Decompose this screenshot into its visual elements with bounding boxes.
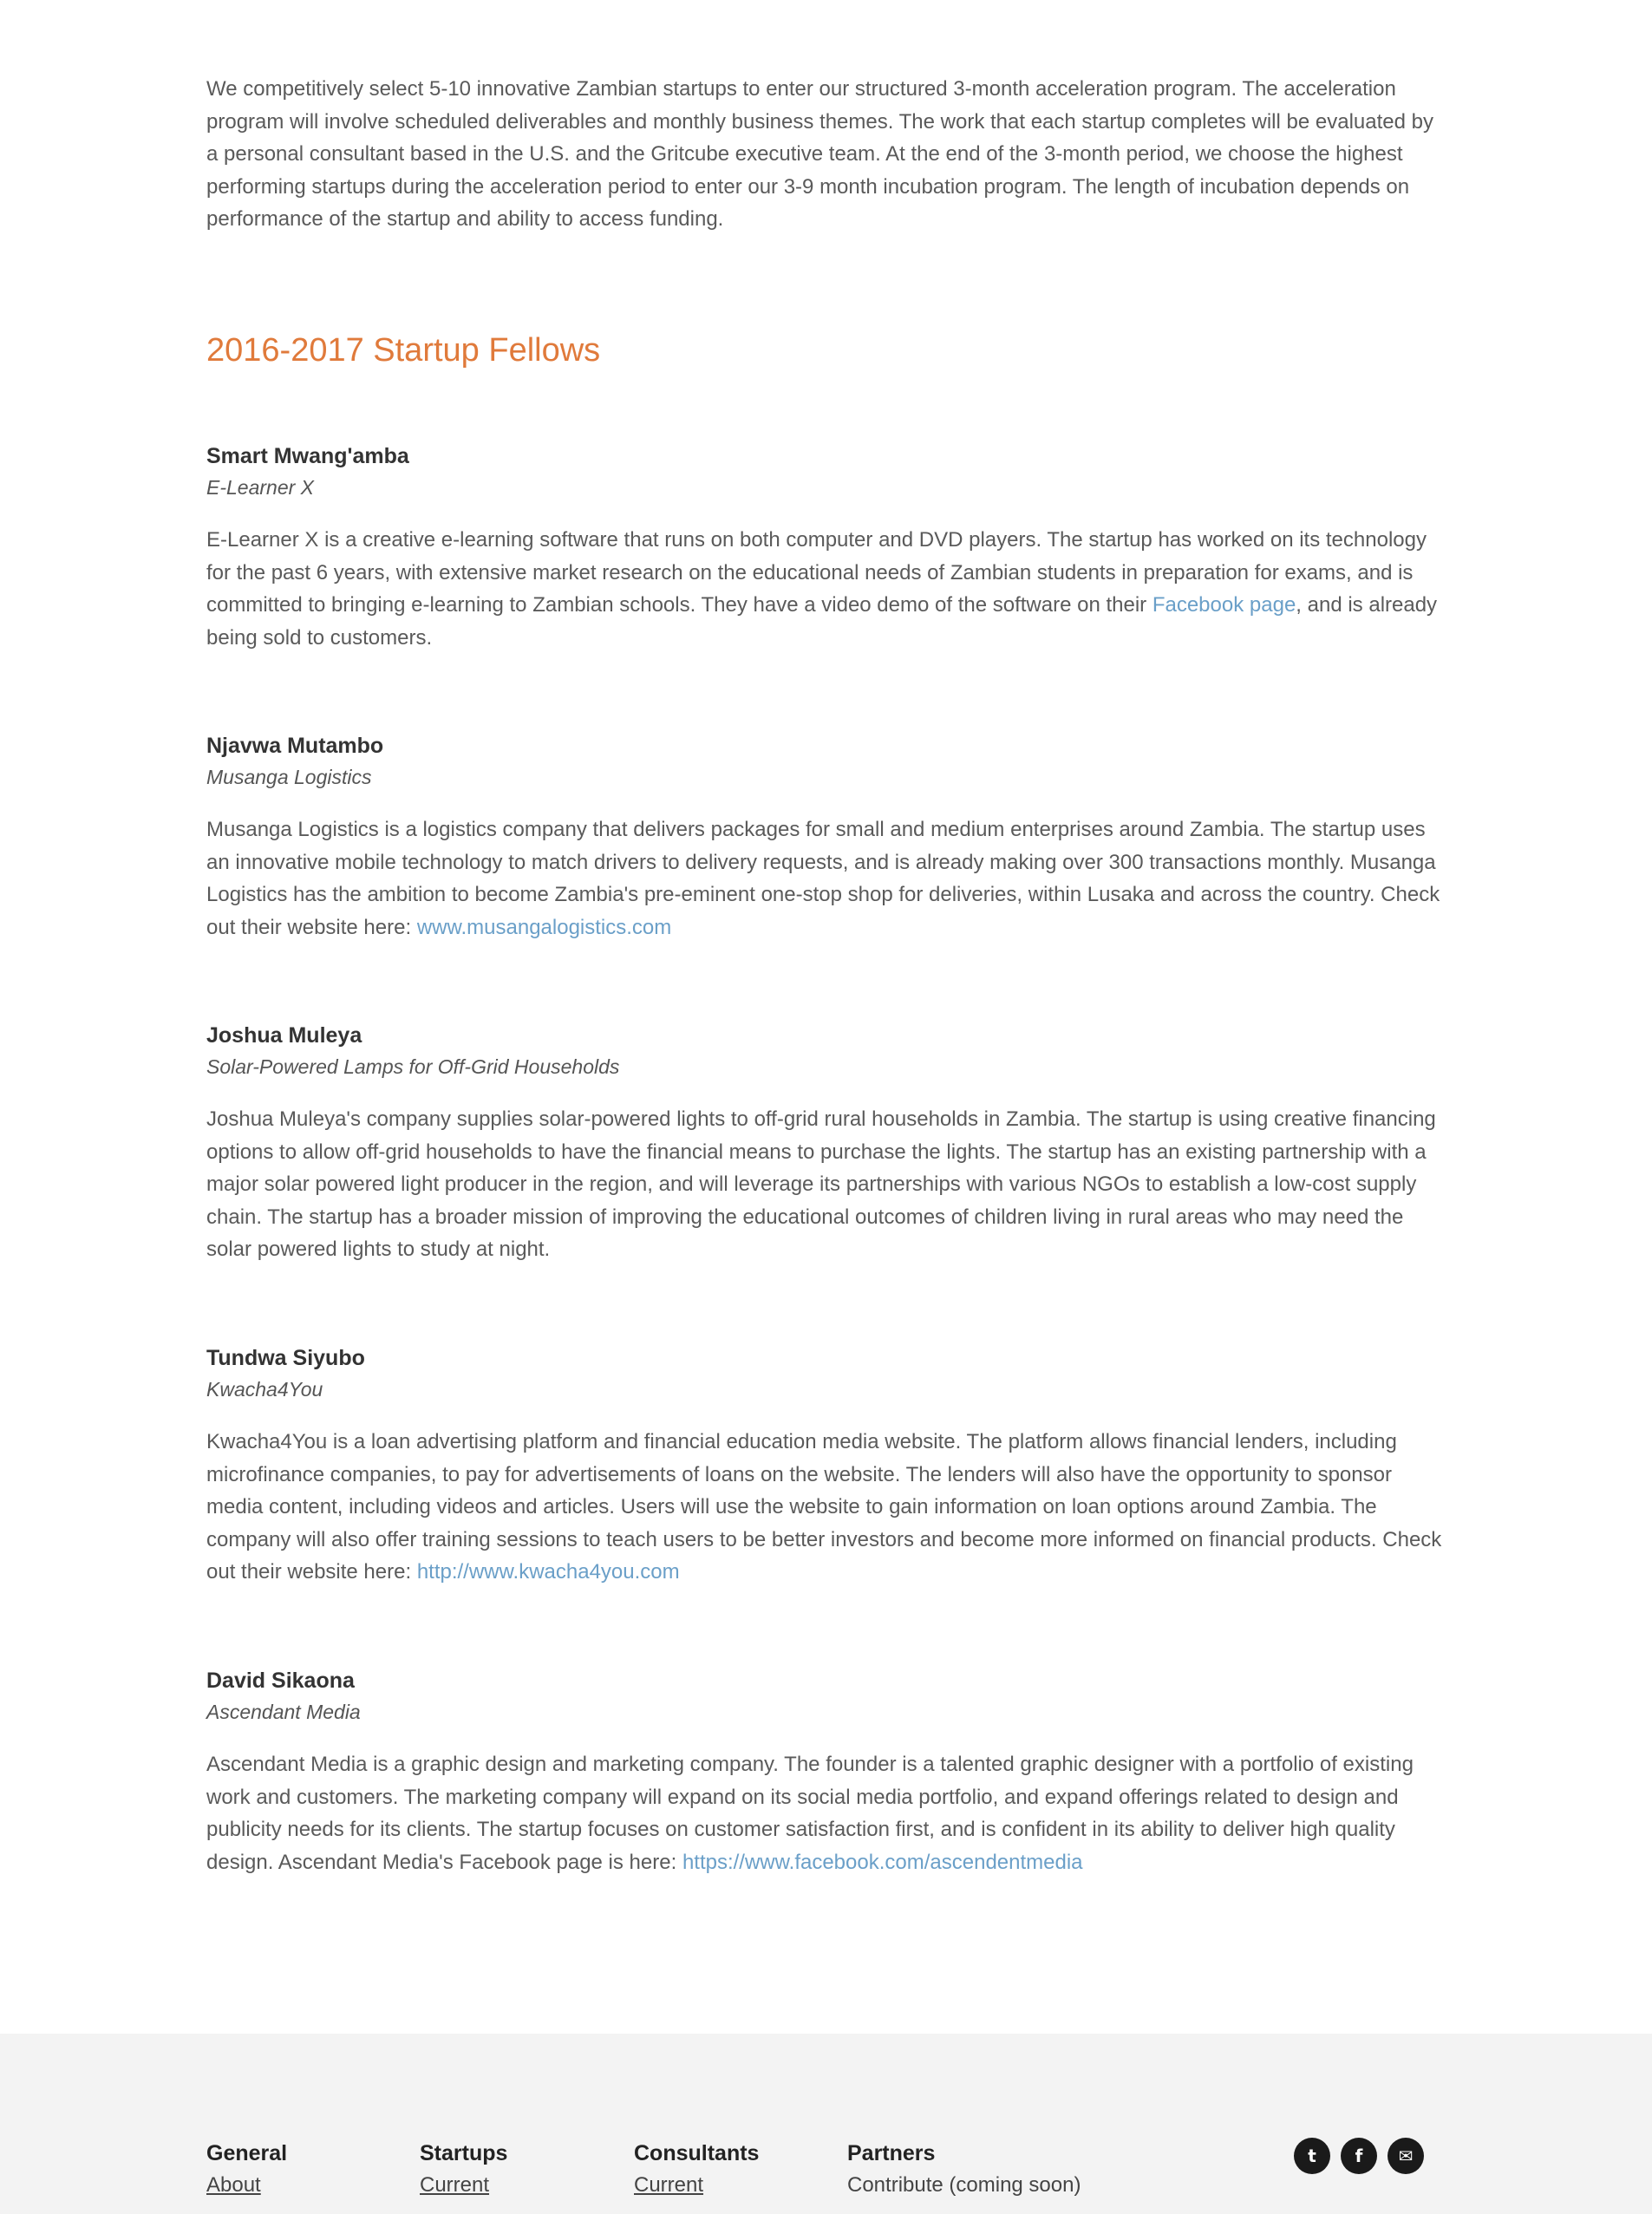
description-text: E-Learner X is a creative e-learning software that runs on both computer and DVD players. The startup has worked on its technology for the past 6 years, with extensive market research on the educational needs of Zambian students in preparation for exams, and is committed to bringing e-learning to Zambian schools. They have a video demo of the software on their — [206, 528, 1427, 617]
fellow-description — [206, 524, 1446, 654]
facebook-page-link[interactable]: Facebook page — [1152, 593, 1296, 617]
twitter-icon[interactable]: t — [1294, 2138, 1330, 2174]
description-text: Musanga Logistics is a logistics company that delivers packages for small and medium enterprises around Zambia. The startup uses an innovative mobile technology to match drivers to delivery requests, and is already making over 300 transactions monthly. Musanga Logistics has the ambition to become Zambia's pre-eminent one-stop shop for deliveries, within Lusaka and across the country. Check out their website here: — [206, 818, 1440, 939]
footer-heading-partners: Partners — [847, 2141, 936, 2165]
fellow-company: Kwacha4You — [206, 1378, 323, 1401]
fellow-card — [206, 1020, 1446, 1266]
fellow-name: David Sikaona — [206, 1669, 355, 1693]
fellow-card — [206, 1342, 1446, 1589]
fellow-company: Musanga Logistics — [206, 766, 372, 788]
kwacha4you-website-link[interactable]: http://www.kwacha4you.com — [416, 1560, 680, 1584]
fellow-card — [206, 1665, 1446, 1878]
email-icon[interactable]: ✉ — [1388, 2138, 1424, 2174]
fellow-name: Smart Mwang'amba — [206, 444, 409, 468]
description-text: Kwacha4You is a loan advertising platform and financial education media website. The platform allows financial lenders, including microfinance companies, to pay for advertisements of loans on the website. The lenders will also have the opportunity to sponsor media content, including videos and articles. Users will use the website to gain information on loan options around Zambia. The company will also offer training sessions to teach users to be better investors and become more informed on financial products. Check out their website here: — [206, 1430, 1442, 1584]
fellow-card — [206, 730, 1446, 944]
ascendant-facebook-link[interactable]: https://www.facebook.com/ascendentmedia — [682, 1850, 1083, 1874]
fellow-card — [206, 441, 1446, 654]
fellow-description — [206, 1748, 1446, 1878]
fellow-name: Joshua Muleya — [206, 1023, 362, 1048]
site-footer — [0, 2034, 1652, 2214]
footer-col-partners — [847, 2138, 1081, 2202]
section-title: 2016-2017 Startup Fellows — [206, 332, 601, 369]
description-text-after: , and is already being sold to customers. — [206, 593, 1438, 650]
footer-heading-general: General — [206, 2141, 288, 2165]
footer-link-startups-current[interactable]: Current — [420, 2173, 490, 2197]
intro-paragraph: We competitively select 5-10 innovative Zambian startups to enter our structured 3-month acceleration program. The acceleration program will involve scheduled deliverables and monthly business themes. The work that each startup completes will be evaluated by a personal consultant based in the U.S. and the Gritcube executive team. At the end of the 3-month period, we choose the highest performing startups during the acceleration period to enter our 3-9 month incubation program. The length of incubation depends on performance of the startup and ability to access funding. — [206, 77, 1433, 231]
social-links — [1294, 2138, 1424, 2174]
fellow-company: Ascendant Media — [206, 1701, 361, 1723]
footer-heading-consultants: Consultants — [634, 2141, 760, 2165]
fellow-description — [206, 813, 1446, 944]
facebook-icon[interactable]: f — [1341, 2138, 1377, 2174]
fellow-company: E-Learner X — [206, 476, 315, 499]
fellow-name: Tundwa Siyubo — [206, 1346, 365, 1370]
fellow-name: Njavwa Mutambo — [206, 734, 384, 758]
description-text: Ascendant Media is a graphic design and marketing company. The founder is a talented graphic designer with a portfolio of existing work and customers. The marketing company will expand on its social media portfolio, and expand offerings related to design and publicity needs for its clients. The startup focuses on customer satisfaction first, and is confident in its ability to deliver high quality design. Ascendant Media's Facebook page is here: — [206, 1753, 1414, 1874]
fellow-company: Solar-Powered Lamps for Off-Grid Households — [206, 1055, 620, 1078]
footer-col-general — [206, 2138, 287, 2202]
footer-heading-startups: Startups — [420, 2141, 508, 2165]
intro-section — [206, 73, 1446, 236]
musanga-website-link[interactable]: www.musangalogistics.com — [416, 915, 672, 939]
fellow-description — [206, 1426, 1446, 1589]
footer-link-about[interactable]: About — [206, 2173, 261, 2197]
footer-col-consultants — [634, 2138, 759, 2202]
footer-link-consultants-current[interactable]: Current — [634, 2173, 704, 2197]
fellow-description: Joshua Muleya's company supplies solar-powered lights to off-grid rural households in Zambia. The startup is using creative financing options to allow off-grid households to have the financial means to purchase the lights. The startup has an existing partnership with a major solar powered light producer in the region, and will leverage its partnerships with various NGOs to establish a low-cost supply chain. The startup has a broader mission of improving the educational outcomes of children living in rural areas who may need the solar powered lights to study at night. — [206, 1107, 1436, 1261]
footer-partners-contribute: Contribute (coming soon) — [847, 2173, 1081, 2197]
footer-col-startups — [420, 2138, 507, 2202]
